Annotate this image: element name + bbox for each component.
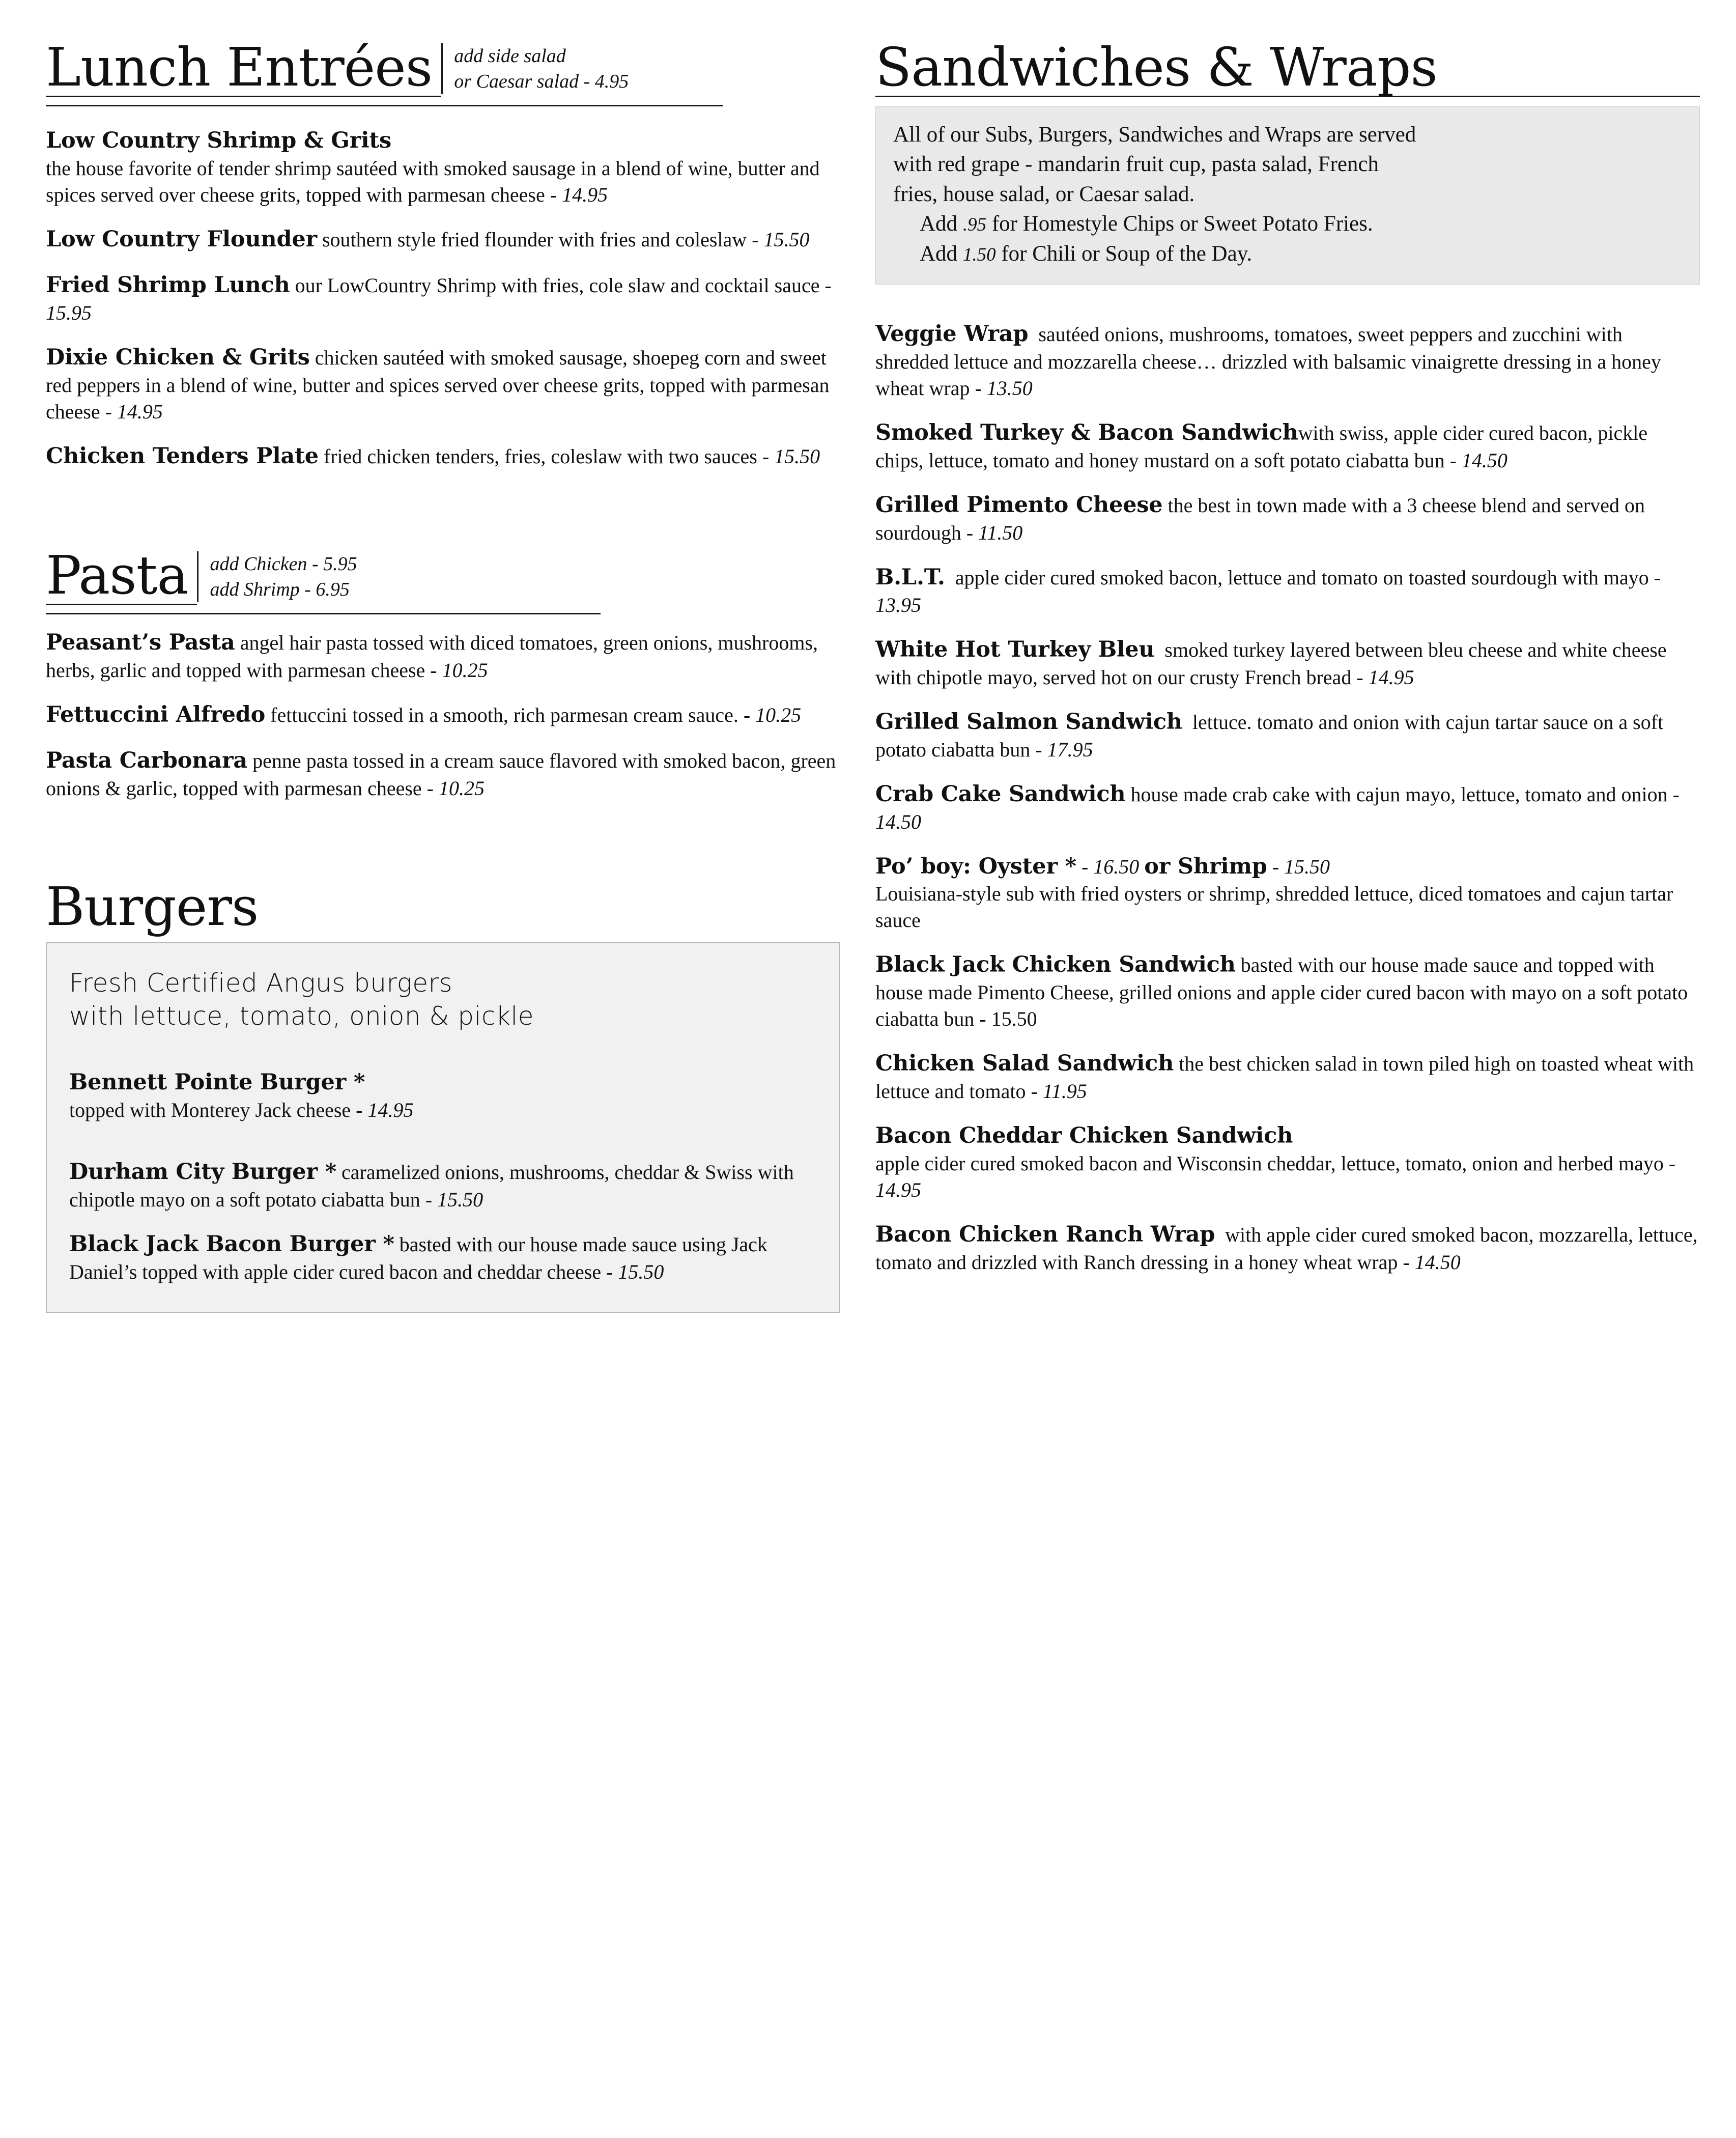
- item-name: Fried Shrimp Lunch: [46, 272, 290, 298]
- spacer: [46, 488, 840, 549]
- add1-amount: .95: [962, 214, 987, 236]
- menu-item: [875, 951, 1700, 1032]
- burgers-note-line-1: Fresh Certified Angus burgers: [69, 968, 453, 998]
- menu-item: [46, 226, 840, 254]
- right-column: [875, 36, 1700, 2138]
- item-desc: with apple cider cured smoked bacon, mozzarella, lettuce, tomato and drizzled with Ranch dressing in a honey wheat wrap: [875, 1223, 1698, 1274]
- item-price-alt: - 15.50: [1272, 855, 1330, 878]
- section-heading-lunch-entrees: [46, 36, 840, 98]
- add1-post: for Homestyle Chips or Sweet Potato Fries.: [991, 212, 1373, 236]
- left-column: [46, 36, 840, 2138]
- item-price: - 10.25: [426, 777, 485, 800]
- lunch-heading-rule: [46, 105, 723, 106]
- item-desc: lettuce. tomato and onion with cajun tartar sauce on a soft potato ciabatta bun: [875, 710, 1664, 761]
- item-name: Low Country Flounder: [46, 226, 317, 252]
- menu-item: [69, 1230, 816, 1285]
- menu-item: [875, 780, 1700, 835]
- notice-add-chili: [893, 239, 1682, 269]
- menu-item: [69, 1158, 816, 1213]
- item-price: - 13.95: [875, 566, 1661, 616]
- burgers-box: [46, 942, 840, 1313]
- menu-item: [875, 1122, 1700, 1203]
- menu-item: [875, 491, 1700, 546]
- item-desc: fettuccini tossed in a smooth, rich parmesan cream sauce.: [270, 704, 738, 727]
- item-desc: the best chicken salad in town piled high on toasted wheat with lettuce and tomato: [875, 1052, 1694, 1103]
- section-heading-burgers: [46, 876, 840, 938]
- item-desc: topped with Monterey Jack cheese: [69, 1099, 351, 1122]
- burgers-note-line-2: with lettuce, tomato, onion & pickle: [69, 1001, 534, 1031]
- item-name: Chicken Salad Sandwich: [875, 1051, 1174, 1077]
- pasta-note-line-2: add Shrimp - 6.95: [210, 579, 350, 601]
- item-price: - 15.50: [606, 1260, 664, 1283]
- item-price: - 15.95: [46, 273, 832, 324]
- item-name: Veggie Wrap: [875, 321, 1029, 347]
- item-price: - 14.50: [1403, 1251, 1461, 1274]
- item-name: B.L.T.: [875, 565, 945, 590]
- item-name: Bacon Cheddar Chicken Sandwich: [875, 1123, 1293, 1149]
- item-name: Black Jack Bacon Burger *: [69, 1231, 394, 1257]
- item-name: Grilled Salmon Sandwich: [875, 709, 1182, 735]
- item-price: - 11.95: [1031, 1080, 1087, 1103]
- section-title-sandwiches: Sandwiches & Wraps: [875, 36, 1437, 98]
- item-price: - 17.95: [1035, 738, 1093, 761]
- spacer: [69, 1141, 816, 1158]
- item-desc: the best in town made with a 3 cheese blend and served on sourdough: [875, 494, 1645, 545]
- item-name: Crab Cake Sandwich: [875, 781, 1126, 807]
- menu-item: [875, 320, 1700, 402]
- item-price: - 14.95: [550, 183, 608, 206]
- item-name: Bacon Chicken Ranch Wrap: [875, 1222, 1215, 1248]
- menu-item: [875, 564, 1700, 618]
- item-desc: angel hair pasta tossed with diced tomatoes, green onions, mushrooms, herbs, garlic and topped with parmesan cheese: [46, 631, 818, 682]
- menu-item: [875, 1050, 1700, 1105]
- item-name: Smoked Turkey & Bacon Sandwich: [875, 420, 1298, 446]
- item-desc: Louisiana-style sub with fried oysters or shrimp, shredded lettuce, diced tomatoes and cajun tartar sauce: [875, 882, 1673, 932]
- add2-post: for Chili or Soup of the Day.: [1001, 241, 1253, 266]
- sandwiches-list: [875, 320, 1700, 1276]
- item-desc: basted with our house made sauce using Jack Daniel’s topped with apple cider cured bacon and cheddar cheese: [69, 1232, 767, 1283]
- item-name: Grilled Pimento Cheese: [875, 492, 1163, 518]
- item-desc: fried chicken tenders, fries, coleslaw with two sauces: [323, 444, 757, 468]
- item-price: - 15.50: [752, 228, 810, 251]
- item-name-alt: or Shrimp: [1144, 853, 1267, 879]
- item-desc: caramelized onions, mushrooms, cheddar & Swiss with chipotle mayo on a soft potato ciabatta bun: [69, 1161, 794, 1211]
- menu-item-poboy: [875, 853, 1700, 934]
- spacer: [46, 819, 840, 880]
- add1-pre: Add: [920, 212, 958, 236]
- item-price: - 10.25: [430, 659, 488, 682]
- spacer: [875, 285, 1700, 320]
- notice-line-3: fries, house salad, or Caesar salad.: [893, 182, 1195, 206]
- item-name: White Hot Turkey Bleu: [875, 636, 1155, 662]
- item-desc: our LowCountry Shrimp with fries, cole slaw and cocktail sauce: [295, 273, 820, 297]
- pasta-note-line-1: add Chicken - 5.95: [210, 553, 357, 575]
- menu-item: [46, 271, 840, 326]
- item-desc: apple cider cured smoked bacon, lettuce and tomato on toasted sourdough with mayo: [955, 566, 1649, 589]
- item-desc: house made crab cake with cajun mayo, lettuce, tomato and onion: [1130, 782, 1668, 806]
- item-desc: with swiss, apple cider cured bacon, pickle chips, lettuce, tomato and honey mustard on a soft potato ciabatta bun: [875, 421, 1648, 472]
- item-price: - 14.50: [875, 782, 1680, 833]
- item-desc: smoked turkey layered between bleu cheese and white cheese with chipotle mayo, served hot on our crusty French bread: [875, 638, 1667, 689]
- menu-item: [875, 1221, 1700, 1276]
- item-name: Durham City Burger *: [69, 1159, 336, 1185]
- item-name: Dixie Chicken & Grits: [46, 344, 310, 370]
- item-name: Pasta Carbonara: [46, 748, 248, 774]
- lunch-note-line-2: or Caesar salad - 4.95: [454, 70, 629, 92]
- item-desc: the house favorite of tender shrimp sautéed with smoked sausage in a blend of wine, butter and spices served over cheese grits, topped with parmesan cheese: [46, 156, 820, 206]
- item-price: - 13.50: [975, 377, 1033, 400]
- menu-item: [875, 636, 1700, 691]
- item-desc: chicken sautéed with smoked sausage, shoepeg corn and sweet red peppers in a blend of wine, butter and spices served over cheese grits, topped with parmesan cheese: [46, 346, 830, 423]
- section-title-lunch: Lunch Entrées: [46, 36, 433, 98]
- notice-line-2: with red grape - mandarin fruit cup, pasta salad, French: [893, 152, 1379, 177]
- item-price: - 14.95: [356, 1099, 414, 1122]
- add2-amount: 1.50: [962, 244, 996, 265]
- section-title-pasta: Pasta: [46, 544, 188, 607]
- item-name: Low Country Shrimp & Grits: [46, 128, 392, 153]
- notice-add-chips: [893, 209, 1682, 239]
- spacer: [69, 1033, 816, 1068]
- item-price: - 11.50: [966, 521, 1023, 545]
- pasta-list: [46, 629, 840, 802]
- menu-item: [46, 442, 840, 471]
- menu-item: [875, 419, 1700, 474]
- item-price: - 14.95: [105, 400, 163, 423]
- section-heading-pasta: [46, 544, 840, 607]
- sandwich-notice-box: [875, 106, 1700, 285]
- section-heading-sandwiches-wraps: [875, 36, 1700, 98]
- pasta-add-note: [197, 551, 357, 602]
- item-price: - 14.50: [1449, 449, 1507, 472]
- burgers-box-note: [69, 967, 816, 1033]
- pasta-heading-rule: [46, 613, 601, 614]
- item-price: - 14.95: [875, 1152, 1676, 1202]
- item-desc: southern style fried flounder with fries and coleslaw: [322, 228, 747, 251]
- item-desc: penne pasta tossed in a cream sauce flavored with smoked bacon, green onions & garlic, topped with parmesan cheese: [46, 749, 836, 800]
- item-price: - 15.50: [762, 444, 820, 468]
- menu-item: [46, 127, 840, 208]
- menu-item: [46, 629, 840, 684]
- menu-item: [46, 701, 840, 729]
- section-title-burgers: Burgers: [46, 876, 259, 938]
- lunch-note-line-1: add side salad: [454, 45, 566, 67]
- menu-item: [875, 708, 1700, 763]
- item-name: Bennett Pointe Burger *: [69, 1070, 365, 1095]
- item-desc: apple cider cured smoked bacon and Wisconsin cheddar, lettuce, tomato, onion and herbed mayo: [875, 1152, 1664, 1175]
- item-name: Black Jack Chicken Sandwich: [875, 952, 1236, 978]
- lunch-entrees-list: [46, 127, 840, 470]
- menu-item: [46, 344, 840, 425]
- item-price: - 14.95: [1356, 665, 1414, 689]
- item-name: Peasant’s Pasta: [46, 630, 235, 656]
- item-price: - 16.50: [1081, 855, 1140, 878]
- item-price: - 15.50: [425, 1188, 483, 1211]
- menu-item: [46, 747, 840, 802]
- item-name: Fettuccini Alfredo: [46, 702, 266, 728]
- item-name: Po’ boy: Oyster *: [875, 853, 1076, 879]
- item-desc: basted with our house made sauce and topped with house made Pimento Cheese, grilled onions and apple cider cured bacon with mayo on a soft potato ciabatta bun - 15.50: [875, 953, 1688, 1031]
- item-desc: sautéed onions, mushrooms, tomatoes, sweet peppers and zucchini with shredded lettuce and mozzarella cheese… drizzled with balsamic vinaigrette dressing in a honey wheat wrap: [875, 323, 1661, 400]
- item-name: Chicken Tenders Plate: [46, 443, 319, 469]
- menu-item: [69, 1068, 816, 1123]
- notice-line-1: All of our Subs, Burgers, Sandwiches and Wraps are served: [893, 123, 1416, 147]
- add2-pre: Add: [920, 241, 958, 266]
- item-price: - 10.25: [743, 704, 802, 727]
- lunch-side-salad-note: [441, 43, 629, 94]
